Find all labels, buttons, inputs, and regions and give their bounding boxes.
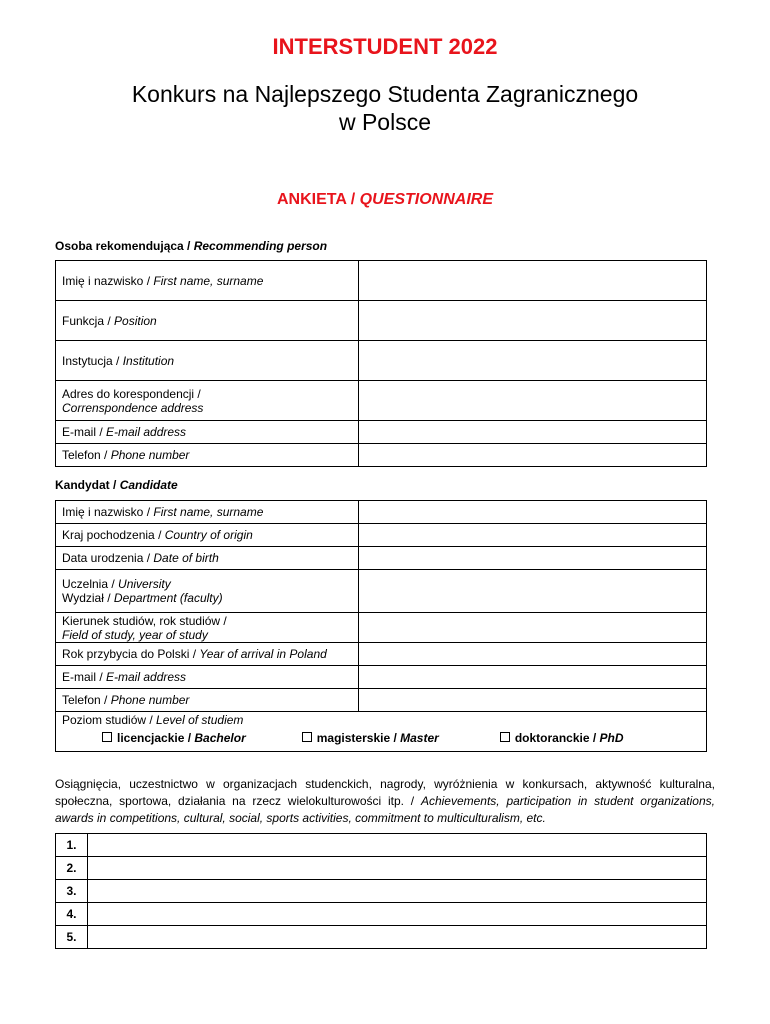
level-options <box>62 727 700 745</box>
subtitle-line-2: w Polsce <box>338 109 432 135</box>
table-row <box>56 301 707 341</box>
candidate-arrival-year-field[interactable] <box>359 643 707 666</box>
row-label <box>56 421 359 444</box>
label-pl: Kierunek studiów, rok studiów / <box>62 613 227 628</box>
table-row <box>56 524 707 547</box>
candidate-table <box>55 500 707 752</box>
recommender-address-field[interactable] <box>359 381 707 421</box>
table-row <box>56 570 707 613</box>
row-label <box>56 261 359 301</box>
label-pl: Instytucja / <box>62 353 123 368</box>
item-number: 4. <box>56 903 88 926</box>
recommender-position-field[interactable] <box>359 301 707 341</box>
candidate-email-field[interactable] <box>359 666 707 689</box>
option-en: Bachelor <box>194 731 246 745</box>
label-en: Institution <box>122 353 175 368</box>
achievements-text-en: Achievements, participation in student organizations, awards in competitions, cultural, social, sports activities, commitment to multiculturalism, etc. <box>55 794 715 825</box>
label-pl: Adres do korespondencji / <box>62 386 201 401</box>
label-pl: Telefon / <box>62 693 111 707</box>
label-en: E-mail address <box>106 425 187 439</box>
row-label <box>56 301 359 341</box>
label-en: University <box>118 577 171 591</box>
row-label <box>56 570 359 613</box>
label-en: Year of arrival in Poland <box>199 647 327 661</box>
recommender-name-field[interactable] <box>359 261 707 301</box>
row-label <box>56 666 359 689</box>
label-pl: Funkcja / <box>62 313 115 328</box>
recommending-table <box>55 260 707 467</box>
achievement-field-1[interactable] <box>88 834 707 857</box>
label-en: Correnspondence address <box>62 400 204 415</box>
label-en: Level of studiem <box>156 713 244 727</box>
label-pl: Imię i nazwisko / <box>62 273 154 288</box>
row-label <box>56 547 359 570</box>
achievement-field-3[interactable] <box>88 880 707 903</box>
row-label <box>56 444 359 467</box>
recommending-heading-pl: Osoba rekomendująca / <box>55 239 194 253</box>
form-subtitle <box>0 80 770 136</box>
level-of-study-label <box>62 713 700 727</box>
label-pl: Uczelnia / <box>62 577 119 591</box>
label-en: E-mail address <box>106 670 187 684</box>
item-number: 3. <box>56 880 88 903</box>
label-pl: Wydział / <box>62 591 114 605</box>
label-en: Country of origin <box>164 528 253 542</box>
label-en: Position <box>114 313 157 328</box>
achievement-field-4[interactable] <box>88 903 707 926</box>
table-row <box>56 501 707 524</box>
candidate-name-field[interactable] <box>359 501 707 524</box>
row-label <box>56 501 359 524</box>
candidate-heading-en: Candidate <box>119 478 178 492</box>
row-label <box>56 643 359 666</box>
label-en: Date of birth <box>153 551 219 565</box>
candidate-country-field[interactable] <box>359 524 707 547</box>
recommender-email-field[interactable] <box>359 421 707 444</box>
recommender-phone-field[interactable] <box>359 444 707 467</box>
table-row <box>56 643 707 666</box>
achievement-field-5[interactable] <box>88 926 707 949</box>
checkbox-icon[interactable] <box>102 732 112 742</box>
row-label <box>56 341 359 381</box>
option-pl: magisterskie / <box>316 731 401 745</box>
item-number: 2. <box>56 857 88 880</box>
level-phd-option[interactable] <box>500 731 624 745</box>
achievements-description <box>55 776 715 827</box>
label-pl: E-mail / <box>62 670 107 684</box>
questionnaire-heading-en: QUESTIONNAIRE <box>359 191 493 208</box>
option-pl: licencjackie / <box>117 731 195 745</box>
candidate-birthdate-field[interactable] <box>359 547 707 570</box>
option-en: Master <box>400 731 439 745</box>
achievement-field-2[interactable] <box>88 857 707 880</box>
item-number: 1. <box>56 834 88 857</box>
row-label <box>56 613 359 643</box>
achievements-table <box>55 833 707 949</box>
table-row <box>56 880 707 903</box>
level-bachelor-option[interactable] <box>102 731 246 745</box>
label-en: Phone number <box>110 448 190 462</box>
label-pl: Poziom studiów / <box>62 713 157 727</box>
table-row <box>56 547 707 570</box>
label-pl: Rok przybycia do Polski / <box>62 647 200 661</box>
table-row <box>56 381 707 421</box>
level-master-option[interactable] <box>302 731 439 745</box>
checkbox-icon[interactable] <box>302 732 312 742</box>
label-en: Field of study, year of study <box>62 627 208 642</box>
option-en: PhD <box>599 731 624 745</box>
option-pl: doktoranckie / <box>514 731 600 745</box>
table-row <box>56 341 707 381</box>
candidate-field-of-study-field[interactable] <box>359 613 707 643</box>
questionnaire-heading <box>0 191 770 209</box>
candidate-phone-field[interactable] <box>359 689 707 712</box>
form-title: INTERSTUDENT 2022 <box>272 34 498 59</box>
table-row <box>56 903 707 926</box>
candidate-heading <box>55 478 178 492</box>
recommending-heading <box>55 239 327 253</box>
label-en: Phone number <box>110 693 190 707</box>
label-pl: Data urodzenia / <box>62 551 154 565</box>
row-label <box>56 524 359 547</box>
recommender-institution-field[interactable] <box>359 341 707 381</box>
label-pl: Kraj pochodzenia / <box>62 528 165 542</box>
level-of-study-cell <box>56 712 707 752</box>
table-row <box>56 613 707 643</box>
checkbox-icon[interactable] <box>500 732 510 742</box>
table-row <box>56 421 707 444</box>
achievements-text-pl: Osiągnięcia, uczestnictwo w organizacjach studenckich, nagrody, wyróżnienia w konkursach, aktywność kulturalna, społeczna, sportowa, działania na rzecz wielokulturowości itp. / <box>55 777 715 808</box>
label-pl: E-mail / <box>62 425 107 439</box>
candidate-university-field[interactable] <box>359 570 707 613</box>
label-pl: Telefon / <box>62 448 111 462</box>
subtitle-line-1: Konkurs na Najlepszego Studenta Zagranicznego <box>131 81 639 107</box>
table-row <box>56 834 707 857</box>
label-en: Department (faculty) <box>113 591 223 605</box>
row-label <box>56 689 359 712</box>
table-row <box>56 666 707 689</box>
table-row <box>56 857 707 880</box>
table-row <box>56 261 707 301</box>
table-row <box>56 926 707 949</box>
candidate-heading-pl: Kandydat / <box>55 478 120 492</box>
questionnaire-heading-pl: ANKIETA / <box>276 191 360 208</box>
row-label <box>56 381 359 421</box>
table-row <box>56 712 707 752</box>
label-en: First name, surname <box>153 505 264 519</box>
label-en: First name, surname <box>153 273 264 288</box>
table-row <box>56 444 707 467</box>
table-row <box>56 689 707 712</box>
label-pl: Imię i nazwisko / <box>62 505 154 519</box>
item-number: 5. <box>56 926 88 949</box>
recommending-heading-en: Recommending person <box>193 239 328 253</box>
